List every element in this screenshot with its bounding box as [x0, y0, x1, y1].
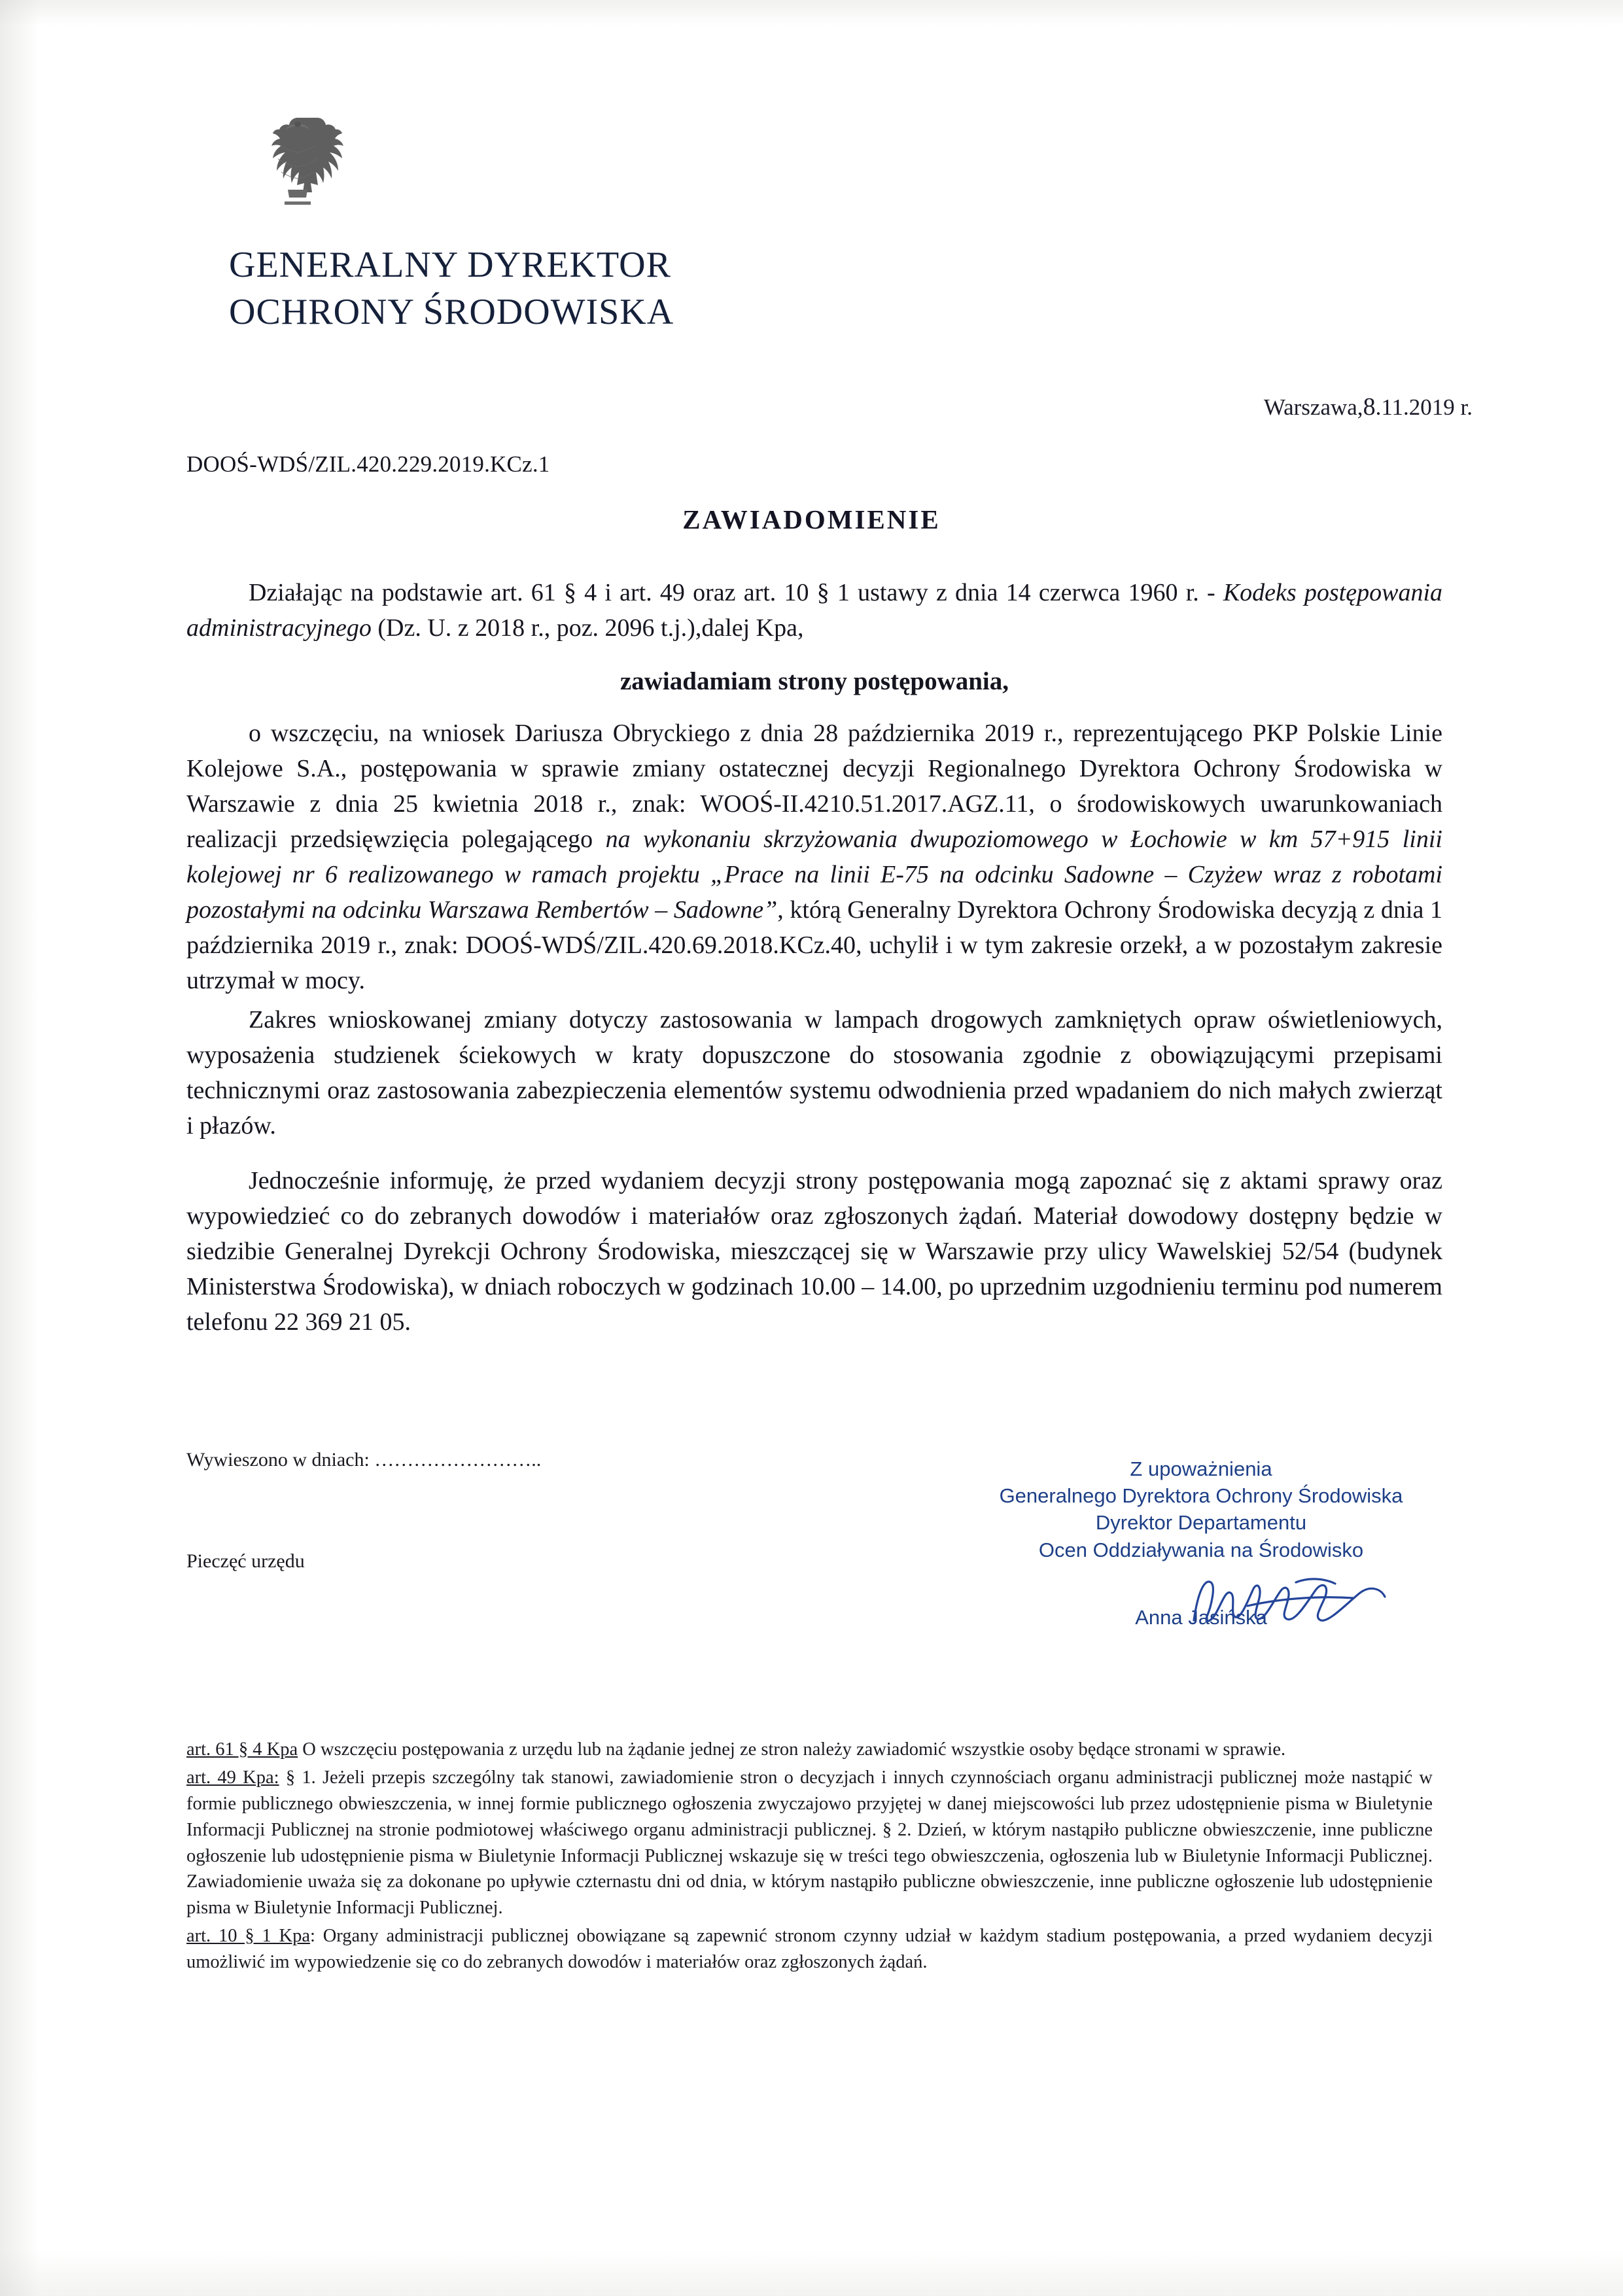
case-details-text-2: , którą Generalny Dyrektora Ochrony Środowiska decyzją z dnia 1 października 2019 r., znak: DOOŚ-WDŚ/ZIL.420.69.2018.KCz.40, uchylił i w tym zakresie orzekł, a w pozostałym zakresie utrzymał w mocy.: [186, 896, 1442, 994]
footnote-art-61: [186, 1737, 1433, 1763]
footnote-art-10: [186, 1923, 1433, 1975]
footnote-art-10-text: : Organy administracji publicznej obowiązane są zapewnić stronom czynny udział w każdym stadium postępowania, a przed wydaniem decyzji umożliwić im wypowiedzenie się co do zebranych dowodów i materiałów oraz zgłoszonych żądań.: [186, 1926, 1433, 1973]
signature-block: [920, 1455, 1482, 1631]
document-body: [186, 576, 1442, 1344]
project-description: na wykonaniu skrzyżowania dwupoziomowego w Łochowie w km 57+915 linii kolejowej nr 6 realizowanego w ramach projektu „Prace na linii E-75 na odcinku Sadowne – Czyżew wraz z robotami pozostałymi na odcinku Warszawa Rembertów – Sadowne”: [186, 826, 1442, 924]
reference-number: DOOŚ-WDŚ/ZIL.420.229.2019.KCz.1: [186, 451, 550, 477]
place-label: Warszawa,: [1263, 394, 1363, 420]
signatory-name: Anna Jasińska: [1135, 1605, 1267, 1629]
authority-line-2: OCHRONY ŚRODOWISKA: [229, 291, 674, 332]
footnote-art-10-label: art. 10 § 1 Kpa: [186, 1926, 310, 1947]
date-rest: .11.2019 r.: [1375, 394, 1473, 420]
footnote-art-49: [186, 1765, 1433, 1921]
footnote-art-61-text: O wszczęciu postępowania z urzędu lub na żądanie jednej ze stron należy zawiadomić wszystkie osoby będące stronami w sprawie.: [298, 1739, 1286, 1760]
polish-eagle-emblem: [249, 110, 347, 218]
legal-footnotes: [186, 1737, 1433, 1977]
signature-line-4: Ocen Oddziaływania na Środowisko: [1038, 1538, 1364, 1561]
footnote-art-49-label: art. 49 Kpa:: [186, 1767, 279, 1788]
office-stamp-label: Pieczęć urzędu: [186, 1550, 305, 1572]
document-title: ZAWIADOMIENIE: [682, 504, 941, 534]
signature-line-3: Dyrektor Departamentu: [1095, 1511, 1307, 1535]
issuing-authority-title: [229, 242, 674, 336]
legal-basis-text-1: Działając na podstawie art. 61 § 4 i art. 49 oraz art. 10 § 1 ustawy z dnia 14 czerwca 1960 r. -: [249, 579, 1223, 606]
signature-line-2: Generalnego Dyrektora Ochrony Środowiska: [999, 1484, 1403, 1508]
footnote-art-61-label: art. 61 § 4 Kpa: [186, 1739, 298, 1760]
notice-heading: zawiadamiam strony postępowania,: [620, 667, 1009, 695]
footnote-art-49-text: § 1. Jeżeli przepis szczególny tak stanowi, zawiadomienie stron o decyzjach i innych czynnościach organu administracji publicznej może nastąpić w formie publicznego obwieszczenia, w innej formie publicznego ogłoszenia zwyczajowo przyjętej w danej miejscowości lub przez udostępnienie pisma w Biuletynie Informacji Publicznej na stronie podmiotowej właściwego organu administracji publicznej. § 2. Dzień, w którym nastąpiło publiczne obwieszczenie, inne publiczne ogłoszenie lub udostępnienie pisma w Biuletynie Informacji Publicznej wskazuje się w treści tego obwieszczenia, ogłoszenia lub w Biuletynie Informacji Publicznej. Zawiadomienie uważa się za dokonane po upływie czternastu dni od dnia, w którym nastąpiło publiczne obwieszczenie, inne publiczne ogłoszenie lub udostępnienie pisma w Biuletynie Informacji Publicznej.: [186, 1767, 1433, 1919]
paragraph-access-to-files: Jednocześnie informuję, że przed wydaniem decyzji strony postępowania mogą zapoznać się z aktami sprawy oraz wypowiedzieć co do zebranych dowodów i materiałów oraz zgłoszonych żądań. Materiał dowodowy dostępny będzie w siedzibie Generalnej Dyrekcji Ochrony Środowiska, mieszczącej się w Warszawie przy ulicy Wawelskiej 52/54 (budynek Ministerstwa Środowiska), w dniach roboczych w godzinach 10.00 – 14.00, po uprzednim uzgodnieniu terminu pod numerem telefonu 22 369 21 05.: [186, 1166, 1442, 1336]
code-of-procedure-title: Kodeks postępowania administracyjnego: [186, 579, 1442, 642]
place-and-date: [1264, 392, 1473, 421]
paragraph-scope-of-change: Zakres wnioskowanej zmiany dotyczy zastosowania w lampach drogowych zamkniętych opraw oświetleniowych, wyposażenia studzienek ściekowych w kraty dopuszczone do stosowania zgodnie z obowiązującymi przepisami technicznymi oraz zastosowania zabezpieczenia elementów systemu odwodnienia przed wpadaniem do nich małych zwierząt i płazów.: [186, 1005, 1442, 1139]
signature-line-1: Z upoważnienia: [1130, 1457, 1272, 1480]
authority-line-1: GENERALNY DYREKTOR: [229, 245, 671, 285]
case-details-text-1: o wszczęciu, na wniosek Dariusza Obryckiego z dnia 28 października 2019 r., reprezentującego PKP Polskie Linie Kolejowe S.A., postępowania w sprawie zmiany ostatecznej decyzji Regionalnego Dyrektora Ochrony Środowiska w Warszawie z dnia 25 kwietnia 2018 r., znak: WOOŚ-II.4210.51.2017.AGZ.11, o środowiskowych uwarunkowaniach realizacji przedsięwzięcia polegającego: [186, 720, 1442, 854]
handwritten-day: 8: [1363, 393, 1376, 421]
legal-basis-text-2: (Dz. U. z 2018 r., poz. 2096 t.j.),dalej Kpa,: [371, 614, 804, 642]
posted-dates-label: Wywieszono w dniach: ……………………..: [186, 1449, 542, 1470]
paragraph-case-details: [186, 716, 1442, 999]
paragraph-legal-basis: [186, 576, 1442, 646]
